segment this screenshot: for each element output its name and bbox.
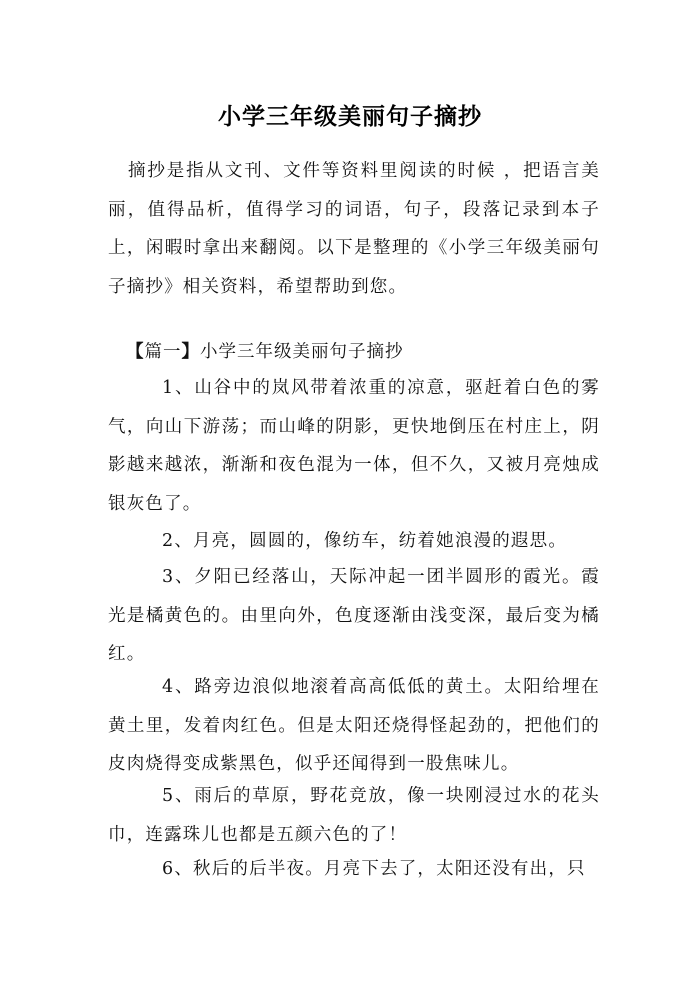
sentence-3: 3、夕阳已经落山，天际冲起一团半圆形的霞光。霞光是橘黄色的。由里向外，色度逐渐由浅变深，最后变为橘红。 (108, 567, 600, 664)
sentence-1: 1、山谷中的岚风带着浓重的凉意，驱赶着白色的雾气，向山下游荡；而山峰的阴影，更快地倒压在村庄上，阴影越来越浓，渐渐和夜色混为一体，但不久，又被月亮烛成银灰色了。 (108, 378, 600, 514)
section-heading (126, 338, 404, 363)
sentence-6: 6、秋后的后半夜。月亮下去了，太阳还没有出，只 (162, 859, 586, 879)
intro-paragraph: 摘抄是指从文刊、文件等资料里阅读的时候 ，把语言美丽，值得品析，值得学习的词语，句子，段落记录到本子上，闲暇时拿出来翻阅。以下是整理的《小学三年级美丽句子摘抄》相关资料，希望帮助到您。 (108, 161, 600, 297)
sentence-5: 5、雨后的草原，野花竞放，像一块刚浸过水的花头巾，连露珠儿也都是五颜六色的了！ (108, 786, 600, 845)
sentence-4: 4、路旁边浪似地滚着高高低低的黄土。太阳给埋在黄土里，发着肉红色。但是太阳还烧得怪起劲的，把他们的皮肉烧得变成紫黑色，似乎还闻得到一股焦味儿。 (108, 677, 600, 774)
bracket-close: 】 (181, 342, 200, 362)
document-title: 小学三年级美丽句子摘抄 (218, 103, 482, 130)
section-label: 篇一 (144, 342, 182, 362)
sentence-2: 2、月亮，圆圆的，像纺车，纺着她浪漫的遐思。 (162, 531, 568, 551)
bracket-open: 【 (126, 342, 145, 362)
section-heading-text: 小学三年级美丽句子摘抄 (200, 342, 404, 362)
